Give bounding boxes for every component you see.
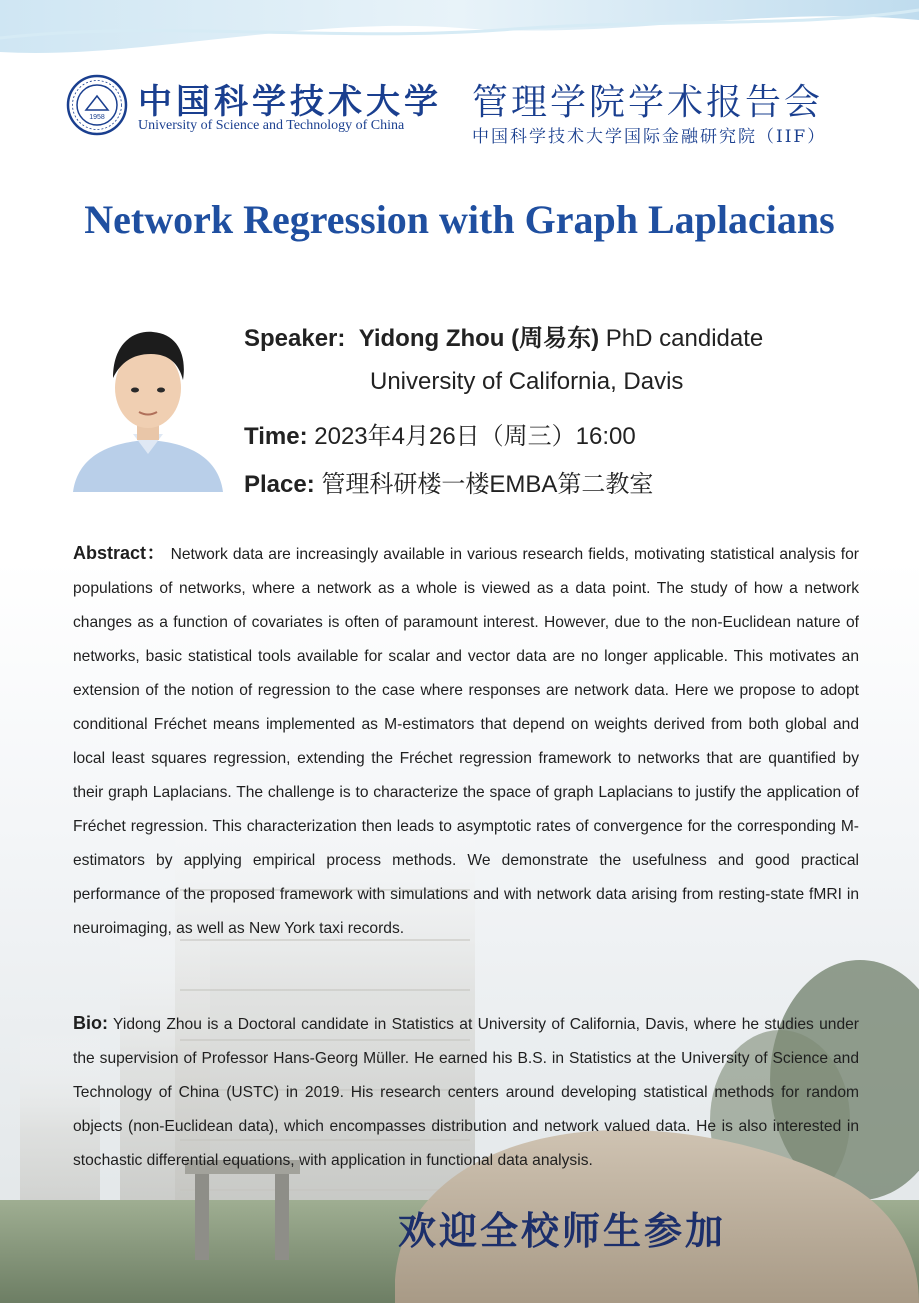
time-value: 2023年4月26日（周三）16:00: [314, 423, 636, 450]
university-name-english: University of Science and Technology of China: [138, 118, 405, 133]
bio-text: Yidong Zhou is a Doctoral candidate in Statistics at University of California, Davis, where he studies under the supervision of Professor Hans-Georg Müller. He earned his B.S. in Statistics at the University of Science and Technology of China (USTC) in 2019. His research centers around developing statistical methods for random objects (non-Euclidean data), which encompasses distribution and network valued data. He is also interested in stochastic differential equations, with application in functional data analysis.: [73, 1016, 859, 1169]
series-title: 管理学院学术报告会: [472, 82, 824, 123]
time-label: Time:: [244, 423, 308, 450]
seal-year: 1958: [89, 114, 105, 121]
speaker-name: Yidong Zhou (周易东): [358, 325, 600, 352]
place-value: 管理科研楼一楼EMBA第二教室: [321, 471, 654, 498]
welcome-message: 欢迎全校师生参加: [398, 1208, 727, 1253]
speaker-label: Speaker:: [244, 325, 346, 352]
series-subtitle: 中国科学技术大学国际金融研究院（IIF）: [472, 127, 827, 147]
place-label: Place:: [244, 471, 315, 498]
university-seal-logo: [66, 74, 128, 136]
abstract-label: Abstract：: [73, 543, 166, 563]
speaker-line: [244, 318, 763, 353]
speaker-affiliation: University of California, Davis: [370, 368, 684, 395]
abstract-text: Network data are increasingly available in various research fields, motivating statistical analysis for populations of networks, where a network as a whole is viewed as a data point. The study of how a network changes as a function of covariates is often of paramount interest. However, due to the non-Euclidean nature of networks, basic statistical tools available for scalar and vector data are no longer applicable. This motivates an extension of the notion of regression to the case where responses are network data. Here we propose to adopt conditional Fréchet means implemented as M-estimators that depend on weights derived from both global and local least squares regression, extending the Fréchet regression framework to networks that are quantified by their graph Laplacians. The challenge is to characterize the space of graph Laplacians to justify the application of Fréchet regression. This characterization then leads to asymptotic rates of convergence for the corresponding M-estimators by applying empirical process methods. We demonstrate the usefulness and good practical performance of the proposed framework with simulations and with network data arising from resting-state fMRI in neuroimaging, as well as New York taxi records.: [73, 546, 859, 937]
talk-title: Network Regression with Graph Laplacians: [84, 197, 835, 242]
abstract-section: [73, 536, 859, 946]
bio-section: [73, 1006, 859, 1178]
university-name-chinese: 中国科学技术大学: [138, 82, 442, 122]
speaker-position: PhD candidate: [605, 325, 764, 352]
place-line: [244, 464, 653, 499]
time-line: [244, 416, 636, 451]
speaker-photo: [73, 314, 223, 492]
top-wave-decoration: [0, 0, 919, 70]
bio-label: Bio:: [73, 1013, 108, 1033]
